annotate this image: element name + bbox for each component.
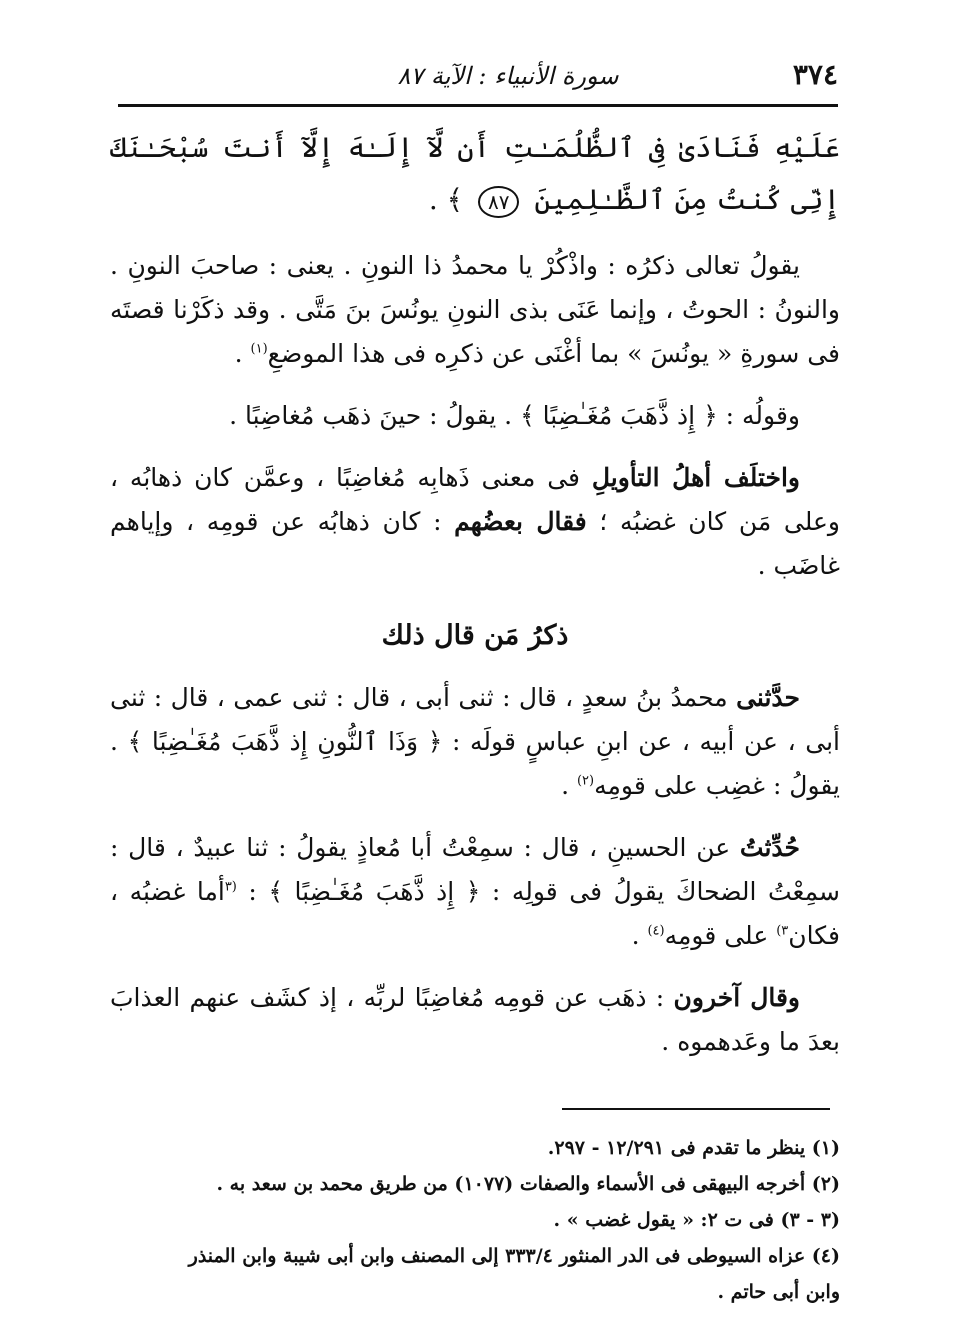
lead-phrase: حدَّثنى — [736, 683, 800, 712]
lead-phrase: حُدِّثتُ — [739, 833, 800, 862]
footnote-2: (٢) أخرجه البيهقى فى الأسماء والصفات (١٠٧٧) من طريق محمد بن سعد به . — [216, 1173, 840, 1195]
footnote-ref-3-open[interactable]: (٣ — [224, 879, 237, 895]
quran-verse — [110, 122, 840, 226]
footnote-1: (١) ينظر ما تقدم فى ١٢/٢٩١ - ٢٩٧. — [547, 1137, 840, 1159]
lead-phrase-2: فقال بعضُهم — [454, 507, 587, 536]
paragraph-text: وقولُه : ﴿ إِذ ذَّهَبَ مُغَـٰضِبًا ﴾ . يقولُ : حينَ ذهَب مُغاضِبًا . — [229, 401, 800, 430]
footnotes — [150, 1130, 840, 1310]
footnote-ref-4[interactable]: (٤) — [647, 923, 665, 939]
page-header — [118, 52, 838, 102]
paragraph-2 — [110, 394, 840, 438]
paragraph-3: واختلَف أهلُ التأويلِ فى معنى ذَهابِه مُغاضِبًا ، وعمَّن كان ذهابُه ، وعلى مَن كان غضبُه ؛ فقال بعضُهم : كان ذهابُه عن قومِه ، وإياهم غاضَب . — [110, 463, 840, 580]
footnote-ref-2[interactable]: (٢) — [576, 773, 595, 789]
paragraph-6: وقال آخرون : ذهَب عن قومِه مُغاضِبًا لربِّه ، إذ كشَف عنهم العذابَ بعدَ ما وعَدهموه . — [110, 983, 840, 1056]
ayah-number-marker: ٨٧ — [478, 186, 519, 218]
footnote-ref-1[interactable]: (١) — [250, 341, 268, 357]
page-number: ٣٧٤ — [792, 58, 838, 91]
lead-phrase: واختلَف أهلُ التأويلِ — [591, 463, 800, 492]
paragraph-4: حدَّثنى محمدُ بنُ سعدٍ ، قال : ثنى أبى ، قال : ثنى عمى ، قال : ثنى أبى ، عن أبيه ، عن ابنِ عباسٍ قولَه : ﴿ وَذَا ٱلنُّونِ إِذ ذَّهَبَ مُغَـٰضِبًا ﴾ . يقولُ : غضِب على قومِه$^{(٢)}$ . — [110, 683, 840, 800]
verse-close: ﴾ . — [428, 183, 464, 216]
paragraph-5: حُدِّثتُ عن الحسينِ ، قال : سمِعْتُ أبا مُعاذٍ يقولُ : ثنا عبيدٌ ، قال : سمِعْتُ الضحاكَ يقولُ فى قولِه : ﴿ إِذ ذَّهَبَ مُغَـٰضِبًا ﴾ : $^{(٣}$أما غضبُه ، فكان$^{٣)}$ على قومِه$^{(٤)}$ . — [110, 833, 840, 950]
footnote-rule — [562, 1108, 830, 1110]
verse-text: عَلَيْهِ فَنَادَىٰ فِى ٱلظُّلُمَـٰتِ أَن لَّآ إِلَـٰهَ إِلَّآ أَنتَ سُبْحَـٰنَكَ إِنِّى كُنتُ مِنَ ٱلظَّـٰلِمِينَ — [110, 131, 840, 216]
footnote-4: (٤) عزاه السيوطى فى الدر المنثور ٣٣٣/٤ إلى المصنف وابن أبى شيبة وابن المنذر وابن أبى حاتم . — [188, 1245, 840, 1303]
paragraph-text: يقولُ تعالى ذكرُه : واذْكُرْ يا محمدُ ذا النونِ . يعنى : صاحبَ النونِ . والنونُ : الحوتُ ، وإنما عَنَى بذى النونِ يونُسَ بنَ مَتَّى . وقد ذكَرْنا قصتَه فى سورةِ « يونُسَ » بما أغْنَى عن ذكرِه فى هذا الموضعِ — [110, 251, 840, 368]
footnote-3: (٣ - ٣) فى ت ٢: « يقول غضب » . — [553, 1209, 840, 1231]
section-heading: ذكرُ مَن قال ذلك — [381, 620, 569, 651]
paragraph-1: يقولُ تعالى ذكرُه : واذْكُرْ يا محمدُ ذا النونِ . يعنى : صاحبَ النونِ . والنونُ : الحوتُ ، وإنما عَنَى بذى النونِ يونُسَ بنَ مَتَّى . وقد ذكَرْنا قصتَه فى سورةِ « يونُسَ » بما أغْنَى عن ذكرِه فى هذا الموضعِ$^{(١)}$ . — [110, 251, 840, 368]
lead-phrase: وقال آخرون — [673, 983, 801, 1012]
page-body — [110, 122, 840, 1064]
footnote-ref-3-close[interactable]: ٣) — [776, 923, 789, 939]
header-rule — [118, 104, 838, 107]
running-title: سورة الأنبياء : الآية ٨٧ — [397, 62, 619, 90]
